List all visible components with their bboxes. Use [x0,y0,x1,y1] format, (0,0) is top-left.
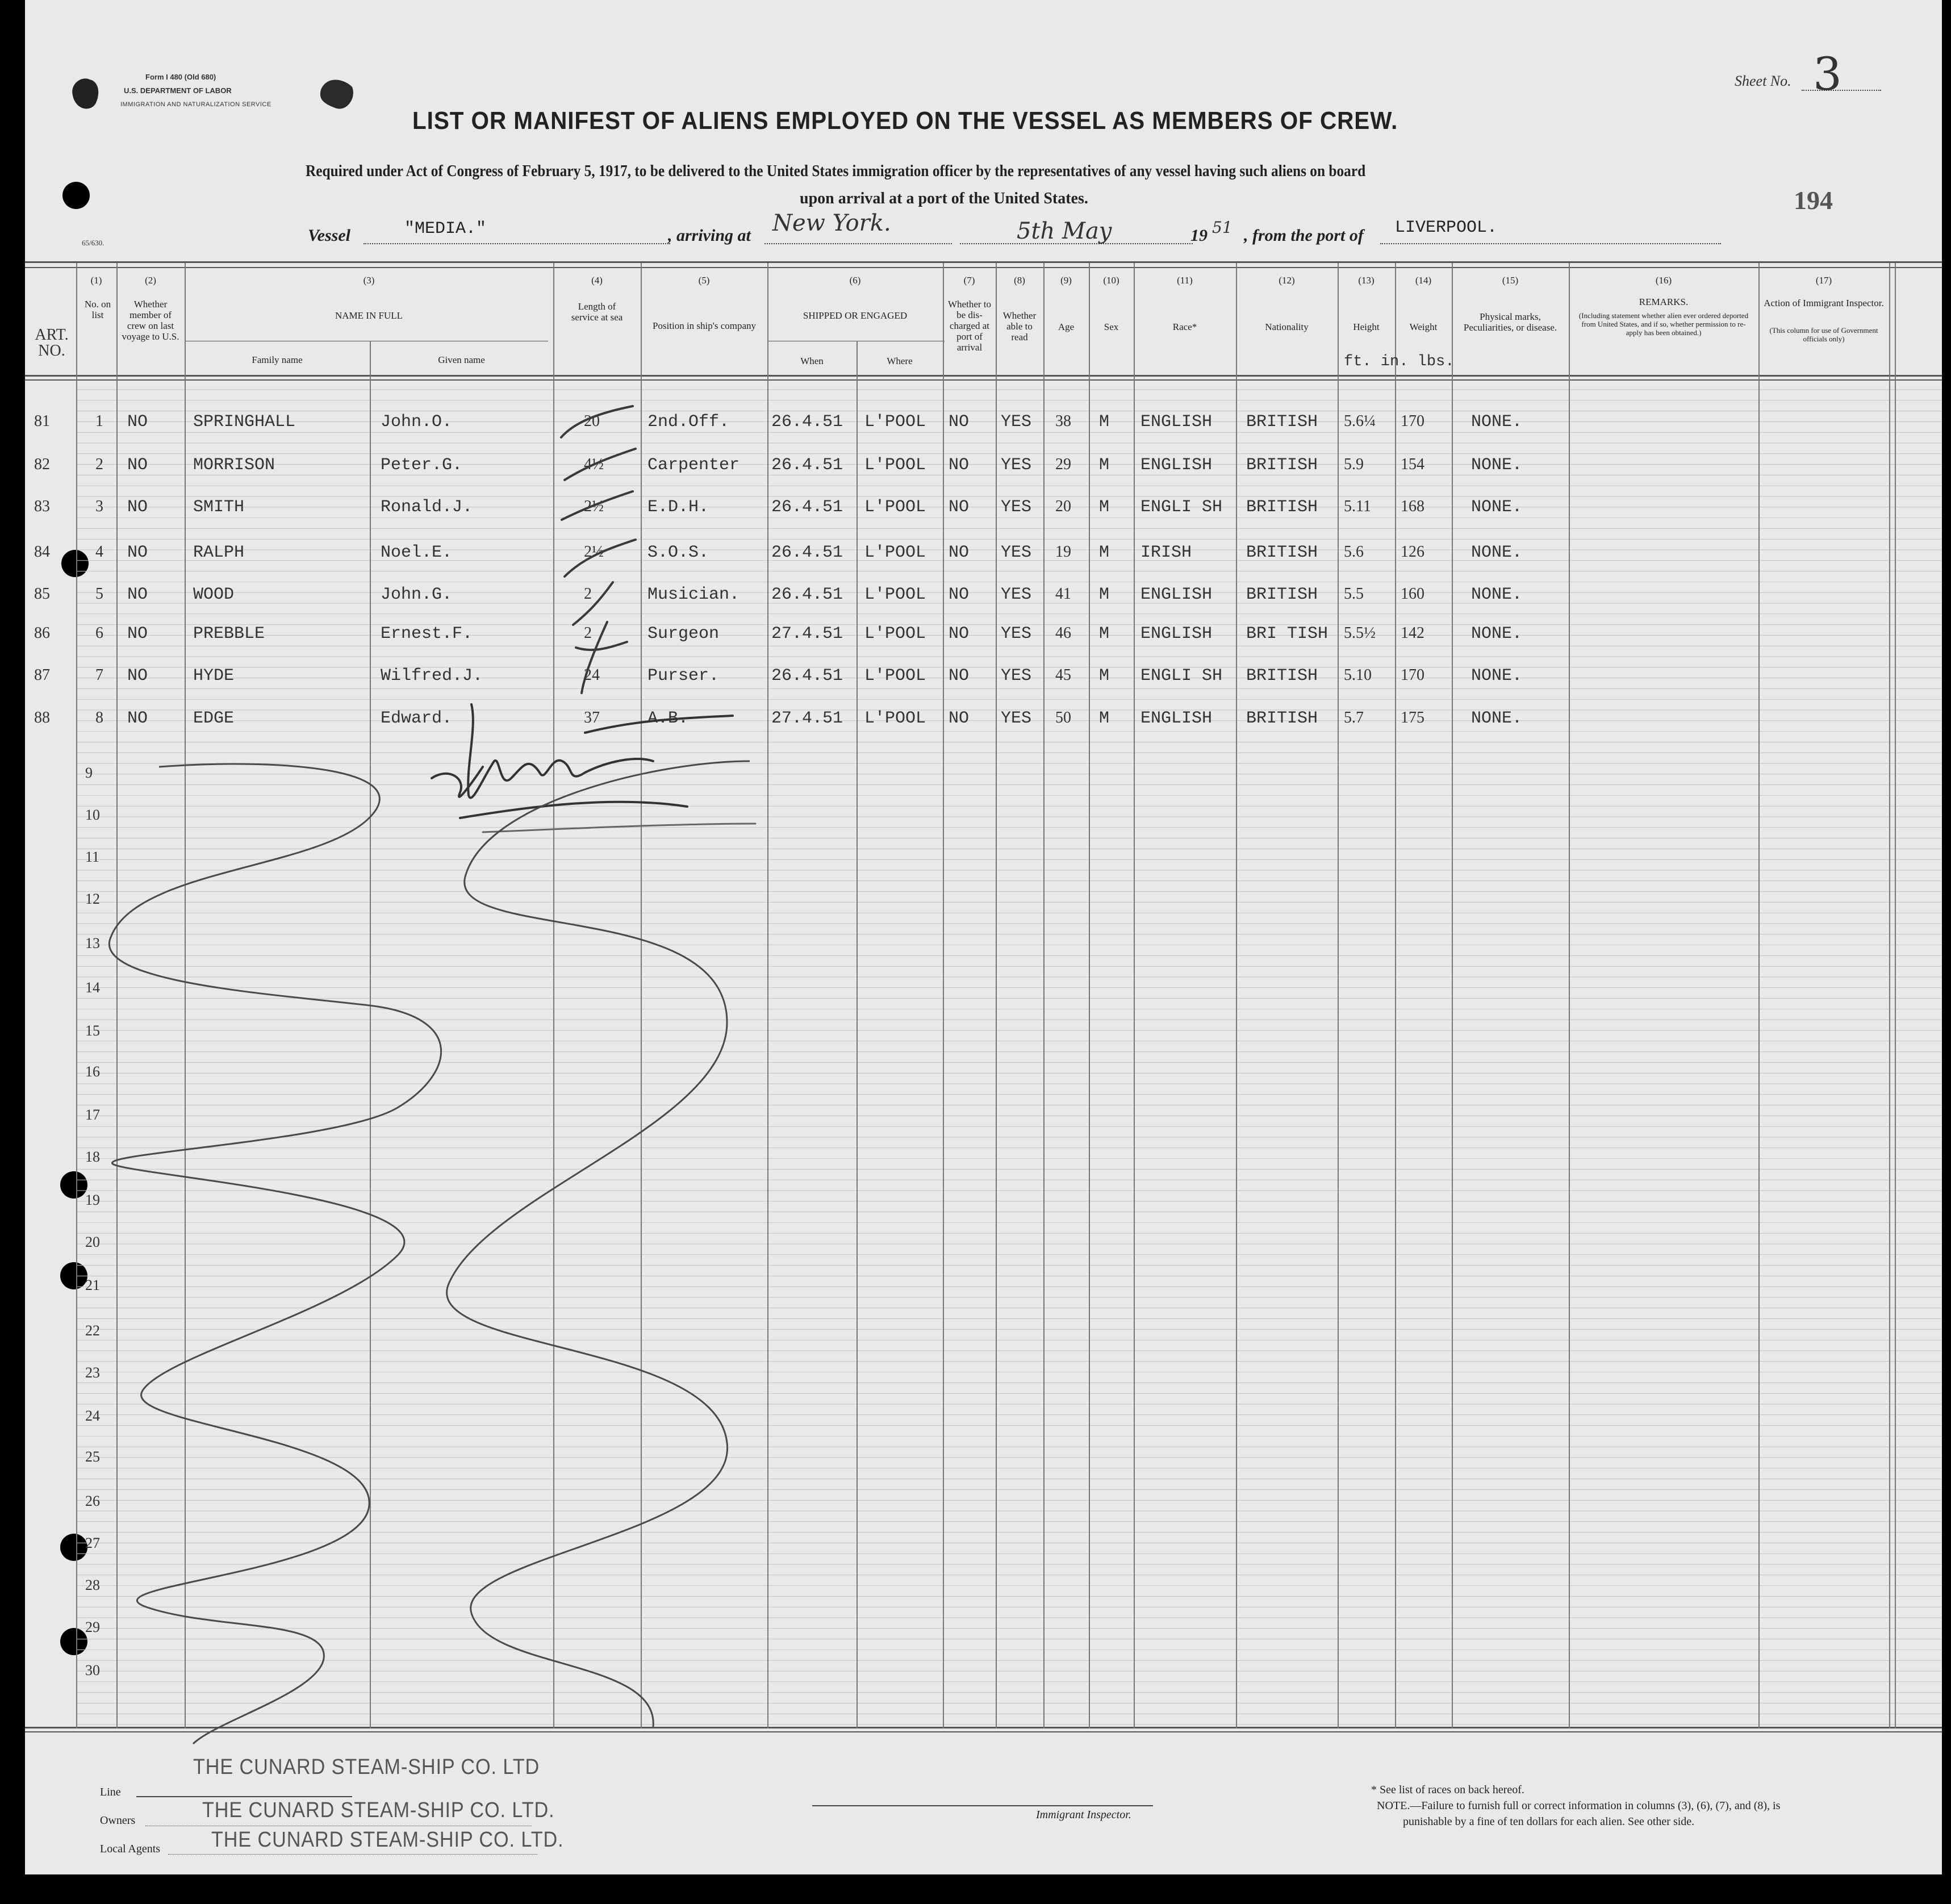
col17-number: (17) [1815,275,1832,286]
port-line [1380,243,1721,244]
col15-header: Physical marks, Peculiarities, or disease. [1463,311,1557,333]
race-cell: ENGLISH [1140,585,1213,604]
last-voyage-cell: NO [127,624,148,644]
service-check-marks [553,386,655,704]
col8-header: Whether able to read [1002,310,1037,343]
art-number: 83 [34,498,50,515]
vessel-line [364,243,670,244]
shipped-when-cell: 26.4.51 [771,543,843,562]
column-divider [996,263,997,1728]
vessel-name: "MEDIA." [404,219,487,239]
discharged-cell: NO [949,666,970,686]
able-to-read-cell: YES [1001,709,1032,728]
sex-cell: M [1099,585,1110,604]
art-number: 84 [34,543,50,561]
race-cell: ENGLISH [1140,624,1213,644]
note-line-1: NOTE.—Failure to furnish full or correct information in columns (3), (6), (7), and (8), is [1377,1799,1781,1812]
family-name-cell: MORRISON [193,456,275,475]
races-note: * See list of races on back hereof. [1371,1784,1524,1796]
col7-header: Whether to be dis-charged at port of arrival [948,299,991,353]
age-cell: 19 [1055,543,1071,561]
shipped-when-cell: 26.4.51 [771,666,843,686]
empty-line-number: 14 [85,979,100,996]
col1-number: (1) [90,275,102,286]
empty-line-number: 20 [85,1234,100,1250]
given-name-cell: Ronald.J. [381,498,473,517]
col2-number: (2) [145,275,156,286]
discharged-cell: NO [949,709,970,728]
height-cell: 5.5½ [1344,624,1376,642]
nationality-cell: BRITISH [1246,412,1318,432]
departure-port: LIVERPOOL. [1395,218,1498,237]
subtitle-line-1: Required under Act of Congress of February 5, 1917, to be delivered to the United States immigration officer by the representatives of any vessel having such aliens on board [306,162,1366,180]
sex-cell: M [1099,709,1110,728]
col16-number: (16) [1655,275,1672,286]
form-department: U.S. DEPARTMENT OF LABOR [124,86,232,95]
line-stamp: THE CUNARD STEAM-SHIP CO. LTD [193,1755,540,1779]
able-to-read-cell: YES [1001,624,1032,644]
nationality-cell: BRITISH [1246,543,1318,562]
position-cell: E.D.H. [647,498,709,517]
column-divider [1089,263,1090,1728]
weight-cell: 175 [1401,709,1424,726]
col4-header: Length of service at sea [571,301,623,323]
column-divider [1395,263,1396,1728]
form-code: 65/630. [82,239,105,247]
table-top-rule [25,261,1942,263]
given-name-cell: Ernest.F. [381,624,473,644]
given-name-cell: Noel.E. [381,543,453,562]
col11-number: (11) [1177,275,1193,286]
table-top-rule [25,267,1942,268]
sex-cell: M [1099,456,1110,475]
family-name-cell: SPRINGHALL [193,412,296,432]
empty-line-number: 19 [85,1192,100,1208]
empty-line-number: 22 [85,1322,100,1339]
last-voyage-cell: NO [127,498,148,517]
ink-blot-icon [318,73,358,114]
empty-line-number: 23 [85,1364,100,1381]
last-voyage-cell: NO [127,585,148,604]
col13-number: (13) [1358,275,1375,286]
line-number: 1 [95,412,103,430]
family-name-cell: SMITH [193,498,245,517]
family-name-cell: PREBBLE [193,624,265,644]
art-number: 87 [34,666,50,684]
form-number: Form I 480 (Old 680) [145,73,216,81]
empty-line-number: 25 [85,1448,100,1465]
weight-cell: 142 [1401,624,1424,642]
physical-marks-cell: NONE. [1471,456,1523,475]
art-number: 81 [34,412,50,430]
col6-number: (6) [849,275,861,286]
physical-marks-cell: NONE. [1471,666,1523,686]
column-divider [1043,263,1045,1728]
shipped-where-cell: L'POOL [864,412,926,432]
physical-marks-cell: NONE. [1471,709,1523,728]
physical-marks-cell: NONE. [1471,624,1523,644]
col12-number: (12) [1279,275,1295,286]
position-cell: Surgeon [647,624,720,644]
discharged-cell: NO [949,624,970,644]
empty-line-number: 27 [85,1535,100,1551]
shipped-where-cell: L'POOL [864,624,926,644]
column-divider [1569,263,1570,1728]
family-name-cell: HYDE [193,666,235,686]
physical-marks-cell: NONE. [1471,543,1523,562]
cancellation-squiggle-left [102,755,466,1755]
sex-cell: M [1099,666,1110,686]
service-length-cell: 2 [584,585,592,603]
col2-header: Whether member of crew on last voyage to U.S. [122,299,179,342]
weight-cell: 168 [1401,498,1424,515]
able-to-read-cell: YES [1001,456,1032,475]
nationality-cell: BRITISH [1246,585,1318,604]
empty-line-number: 24 [85,1408,100,1424]
col3b-header: Given name [438,354,485,365]
sheet-label: Sheet No. [1735,73,1791,89]
empty-line-number: 17 [85,1107,100,1123]
col1-header: No. on list [84,299,111,320]
empty-line-number: 13 [85,935,100,951]
col6a-header: When [800,356,824,366]
note-line-2: punishable by a fine of ten dollars for each alien. See other side. [1403,1815,1695,1828]
line-number: 7 [95,666,103,684]
inspector-signature-rule [812,1805,1153,1806]
physical-marks-cell: NONE. [1471,412,1523,432]
height-cell: 5.6 [1344,543,1364,561]
shipped-when-cell: 26.4.51 [771,498,843,517]
height-cell: 5.11 [1344,498,1371,515]
nationality-cell: BRITISH [1246,666,1318,686]
last-voyage-cell: NO [127,543,148,562]
service-length-cell: 2½ [584,498,604,515]
race-cell: ENGLISH [1140,456,1213,475]
line-number: 4 [95,543,103,561]
able-to-read-cell: YES [1001,412,1032,432]
page-title: LIST OR MANIFEST OF ALIENS EMPLOYED ON THE VESSEL AS MEMBERS OF CREW. [412,107,1398,135]
arriving-label: , arriving at [668,226,751,245]
art-number: 82 [34,456,50,473]
given-name-cell: Edward. [381,709,453,728]
service-length-cell: 2½ [584,543,604,561]
art-number: 88 [34,709,50,726]
height-cell: 5.9 [1344,456,1364,473]
shipped-when-cell: 27.4.51 [771,624,843,644]
col8-number: (8) [1014,275,1025,286]
vessel-label: Vessel [308,226,350,245]
line-number: 8 [95,709,103,726]
weight-cell: 170 [1401,412,1424,430]
given-name-cell: Peter.G. [381,456,463,475]
nationality-cell: BRITISH [1246,709,1318,728]
col12-header: Nationality [1265,321,1309,332]
column-divider [1889,263,1890,1728]
shipped-when-cell: 27.4.51 [771,709,843,728]
col3-number: (3) [363,275,375,286]
col15-number: (15) [1502,275,1519,286]
port-label: , from the port of [1244,226,1364,245]
line-label: Line [100,1786,121,1798]
given-name-cell: John.G. [381,585,453,604]
last-voyage-cell: NO [127,412,148,432]
weight-cell: 154 [1401,456,1424,473]
age-cell: 46 [1055,624,1071,642]
form-service: IMMIGRATION AND NATURALIZATION SERVICE [120,101,271,108]
last-voyage-cell: NO [127,709,148,728]
age-cell: 45 [1055,666,1071,684]
age-cell: 38 [1055,412,1071,430]
shipped-where-cell: L'POOL [864,585,926,604]
col13-header: Height [1353,321,1380,332]
sex-cell: M [1099,498,1110,517]
empty-line-number: 26 [85,1493,100,1509]
discharged-cell: NO [949,498,970,517]
discharged-cell: NO [949,543,970,562]
col3-header: NAME IN FULL [335,310,403,321]
column-divider [1236,263,1237,1728]
given-name-cell: John.O. [381,412,453,432]
col5-header: Position in ship's company [652,320,757,331]
discharged-cell: NO [949,456,970,475]
able-to-read-cell: YES [1001,498,1032,517]
col6b-header: Where [887,356,913,366]
nationality-cell: BRITISH [1246,456,1318,475]
last-voyage-cell: NO [127,666,148,686]
line-number: 6 [95,624,103,642]
cancellation-squiggle-right [432,727,750,1749]
age-cell: 50 [1055,709,1071,726]
header-rule [25,375,1942,377]
arriving-line [764,243,952,244]
col9-number: (9) [1060,275,1072,286]
family-name-cell: RALPH [193,543,245,562]
empty-line-number: 21 [85,1277,100,1293]
owners-stamp: THE CUNARD STEAM-SHIP CO. LTD. [202,1798,555,1822]
column-divider [1134,263,1135,1728]
agents-label: Local Agents [100,1843,161,1855]
able-to-read-cell: YES [1001,585,1032,604]
col16-note: (Including statement whether alien ever ordered deported from United States, and if so, whether permission to re-apply has been obtained.) [1578,311,1749,337]
shipped-where-cell: L'POOL [864,709,926,728]
col16-header: REMARKS. [1639,297,1689,307]
stamped-number: 194 [1794,186,1833,215]
position-cell: Carpenter [647,456,740,475]
empty-line-number: 11 [85,849,100,865]
race-cell: ENGLI SH [1140,666,1223,686]
col9-header: Age [1058,321,1075,332]
col10-header: Sex [1104,321,1119,332]
col17-header: Action of Immigrant Inspector. [1764,298,1884,308]
family-name-cell: WOOD [193,585,235,604]
empty-line-number: 18 [85,1149,100,1165]
agents-stamp: THE CUNARD STEAM-SHIP CO. LTD. [211,1828,564,1852]
nationality-cell: BRI TISH [1246,624,1328,644]
service-length-cell: 20 [584,412,600,430]
line-number: 3 [95,498,103,515]
empty-line-number: 16 [85,1063,100,1080]
physical-marks-cell: NONE. [1471,498,1523,517]
units-label: ft. in. lbs. [1344,353,1455,370]
race-cell: ENGLI SH [1140,498,1223,517]
column-divider [1338,263,1339,1728]
subtitle-line-2: upon arrival at a port of the United States. [800,190,1088,207]
shipped-when-cell: 26.4.51 [771,412,843,432]
col5-number: (5) [698,275,710,286]
position-cell: S.O.S. [647,543,709,562]
column-divider [1452,263,1453,1728]
agents-field-rule [168,1854,537,1855]
arrival-year: 51 [1212,218,1233,237]
col4-number: (4) [591,275,603,286]
department-seal-icon [67,73,107,114]
service-length-cell: 37 [584,709,600,726]
family-name-cell: EDGE [193,709,235,728]
col14-header: Weight [1409,321,1438,332]
col14-number: (14) [1415,275,1432,286]
col3a-header: Family name [252,354,303,365]
col7-number: (7) [963,275,975,286]
nationality-cell: BRITISH [1246,498,1318,517]
shipped-where-cell: L'POOL [864,543,926,562]
column-divider [857,341,858,1728]
arriving-port: New York. [772,210,891,236]
height-cell: 5.7 [1344,709,1364,726]
column-divider [1895,263,1896,1728]
shipped-where-cell: L'POOL [864,666,926,686]
empty-line-number: 28 [85,1577,100,1593]
column-divider [1758,263,1760,1728]
empty-line-number: 30 [85,1662,100,1678]
race-cell: ENGLISH [1140,709,1213,728]
empty-line-number: 9 [85,765,93,781]
col10-number: (10) [1103,275,1119,286]
age-cell: 29 [1055,456,1071,473]
position-cell: 2nd.Off. [647,412,730,432]
sex-cell: M [1099,412,1110,432]
weight-cell: 170 [1401,666,1424,684]
empty-line-number: 10 [85,807,100,823]
shipped-when-cell: 26.4.51 [771,456,843,475]
shipped-where-cell: L'POOL [864,498,926,517]
shipped-when-cell: 26.4.51 [771,585,843,604]
position-cell: Musician. [647,585,740,604]
art-number: 85 [34,585,50,603]
year-prefix: 19 [1190,226,1208,245]
weight-cell: 160 [1401,585,1424,603]
age-cell: 41 [1055,585,1071,603]
sex-cell: M [1099,543,1110,562]
line-number: 5 [95,585,103,603]
punch-hole [62,182,90,209]
discharged-cell: NO [949,412,970,432]
shipped-where-cell: L'POOL [864,456,926,475]
able-to-read-cell: YES [1001,666,1032,686]
owners-label: Owners [100,1814,136,1827]
height-cell: 5.10 [1344,666,1372,684]
height-cell: 5.6¼ [1344,412,1376,430]
position-cell: A.B. [647,709,689,728]
col6-header: SHIPPED OR ENGAGED [803,310,908,321]
given-name-cell: Wilfred.J. [381,666,483,686]
column-divider [943,263,944,1728]
able-to-read-cell: YES [1001,543,1032,562]
column-divider [76,263,77,1728]
discharged-cell: NO [949,585,970,604]
service-length-cell: 4½ [584,456,604,473]
art-number: 86 [34,624,50,642]
race-cell: ENGLISH [1140,412,1213,432]
col11-header: Race* [1172,321,1197,332]
column-divider [767,263,768,1728]
last-voyage-cell: NO [127,456,148,475]
age-cell: 20 [1055,498,1071,515]
physical-marks-cell: NONE. [1471,585,1523,604]
service-length-cell: 2 [584,624,592,642]
line-field-rule [136,1796,352,1797]
inspector-label: Immigrant Inspector. [1036,1809,1131,1821]
sex-cell: M [1099,624,1110,644]
sheet-number: 3 [1813,48,1842,101]
art-no-header: ART. NO. [35,326,69,360]
race-cell: IRISH [1140,543,1192,562]
weight-cell: 126 [1401,543,1424,561]
empty-line-number: 15 [85,1022,100,1039]
arrival-date: 5th May [1017,218,1112,244]
empty-line-number: 29 [85,1619,100,1635]
height-cell: 5.5 [1344,585,1364,603]
service-length-cell: 24 [584,666,600,684]
col17-note: (This column for use of Government officials only) [1769,326,1878,343]
empty-line-number: 12 [85,891,100,907]
position-cell: Purser. [647,666,720,686]
line-number: 2 [95,456,103,473]
